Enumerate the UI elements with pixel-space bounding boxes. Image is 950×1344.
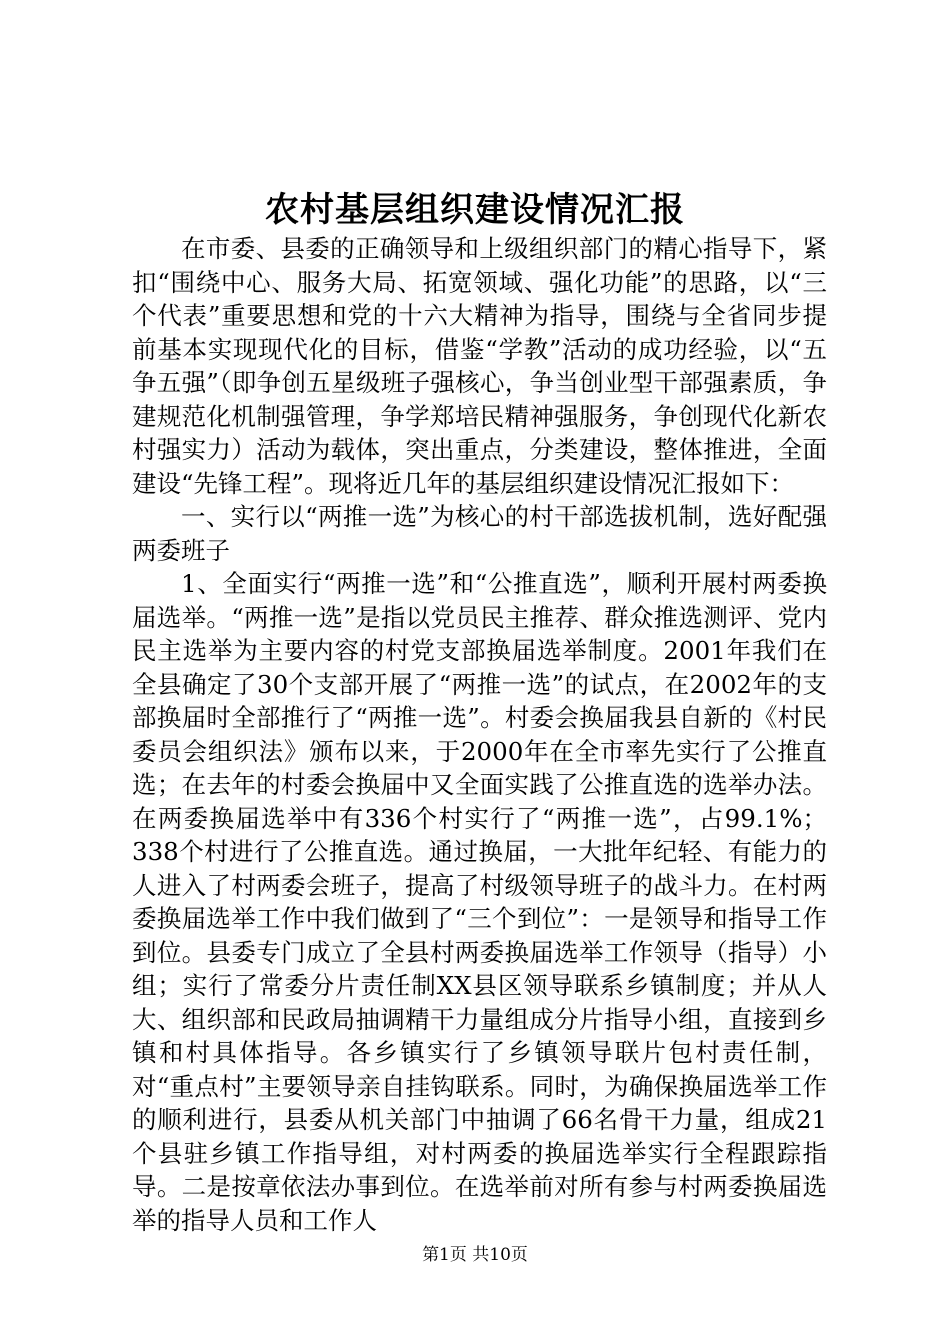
section-paragraph-1: 1、全面实行“两推一选”和“公推直选”，顺利开展村两委换届选举。“两推一选”是指以党员民主推荐、群众推选测评、党内民主选举为主要内容的村党支部换届选举制度。2001年我们在全县确定了30个支部开展了“两推一选”的试点，在2002年的支部换届时全部推行了“两推一选”。村委会换届我县自新的《村民委员会组织法》颁布以来，于2000年在全市率先实行了公推直选；在去年的村委会换届中又全面实践了公推直选的选举办法。在两委换届选举中有336个村实行了“两推一选”，占99.1%；338个村进行了公推直选。通过换届，一大批年纪轻、有能力的人进入了村两委会班子，提高了村级领导班子的战斗力。在村两委换届选举工作中我们做到了“三个到位”：一是领导和指导工作到位。县委专门成立了全县村两委换届选举工作领导（指导）小组；实行了常委分片责任制XX县区领导联系乡镇制度；并从人大、组织部和民政局抽调精干力量组成分片指导小组，直接到乡镇和村具体指导。各乡镇实行了乡镇领导联片包村责任制，对“重点村”主要领导亲自挂钩联系。同时，为确保换届选举工作的顺利进行，县委从机关部门中抽调了66名骨干力量，组成21个县驻乡镇工作指导组，对村两委的换届选举实行全程跟踪指导。二是按章依法办事到位。在选举前对所有参与村两委换届选举的指导人员和工作人 [132,569,827,1235]
intro-paragraph: 在市委、县委的正确领导和上级组织部门的精心指导下，紧扣“围绕中心、服务大局、拓宽领域、强化功能”的思路，以“三个代表”重要思想和党的十六大精神为指导，围绕与全省同步提前基本实现现代化的目标，借鉴“学教”活动的成功经验，以“五争五强”（即争创五星级班子强核心，争当创业型干部强素质，争建规范化机制强管理，争学郑培民精神强服务，争创现代化新农村强实力）活动为载体，突出重点，分类建设，整体推进，全面建设“先锋工程”。现将近几年的基层组织建设情况汇报如下： [132,234,827,498]
section-heading-1: 一、实行以“两推一选”为核心的村干部选拔机制，选好配强两委班子 [132,502,827,565]
page-footer: 第1页 共10页 [422,1245,528,1265]
document-body [132,232,827,1237]
document-title: 农村基层组织建设情况汇报 [265,190,685,230]
